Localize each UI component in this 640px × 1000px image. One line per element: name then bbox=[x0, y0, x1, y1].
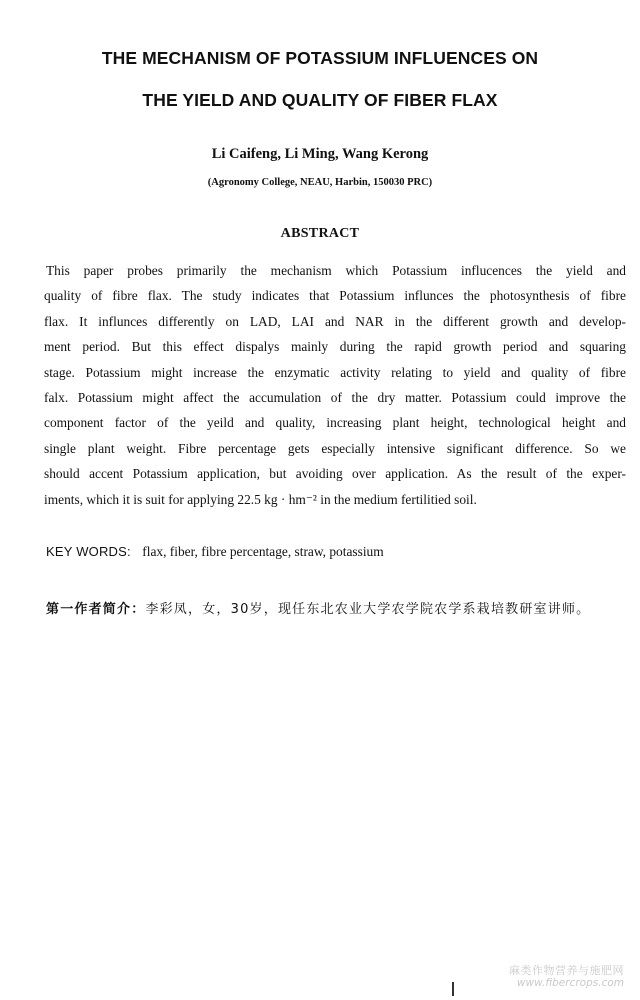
paper-title-line-1: THE MECHANISM OF POTASSIUM INFLUENCES ON bbox=[101, 48, 539, 68]
author-footnote bbox=[46, 596, 626, 623]
abstract-line: should accent Potassium application, but avoiding over application. As the result of the exper- bbox=[44, 466, 626, 482]
watermark-url: www.fibercrops.com bbox=[516, 977, 624, 989]
abstract-heading: ABSTRACT bbox=[280, 226, 360, 241]
abstract-line: quality of fibre flax. The study indicates that Potassium influnces the photosynthesis of fibre bbox=[44, 288, 626, 304]
abstract-line: single plant weight. Fibre percentage gets especially intensive significant difference. So we bbox=[44, 440, 626, 456]
abstract-line: component factor of the yeild and quality, increasing plant height, technological height and bbox=[44, 415, 626, 431]
abstract-line: This paper probes primarily the mechanism which Potassium influcences the yield and bbox=[46, 263, 626, 278]
abstract-line: stage. Potassium might increase the enzymatic activity relating to yield and quality of fibre bbox=[44, 364, 626, 380]
watermark-chinese: 麻类作物营养与施肥网 bbox=[509, 964, 624, 977]
keywords bbox=[46, 544, 626, 560]
abstract-body bbox=[44, 258, 626, 512]
abstract-line: ment period. But this effect dispalys mainly during the rapid growth period and squaring bbox=[44, 339, 626, 355]
author-affiliation: (Agronomy College, NEAU, Harbin, 150030 PRC) bbox=[207, 177, 433, 188]
footnote-label: 第一作者简介： bbox=[46, 602, 146, 617]
site-watermark bbox=[509, 964, 624, 990]
footnote-text: 李彩凤，女，30岁，现任东北农业大学农学院农学系栽培教研室讲师。 bbox=[145, 602, 591, 617]
abstract-line: iments, which it is suit for applying 22.5 kg · hm⁻² in the medium fertilitied soil. bbox=[44, 491, 477, 507]
abstract-line: flax. It influnces differently on LAD, LAI and NAR in the different growth and develop- bbox=[44, 313, 626, 329]
abstract-line: falx. Potassium might affect the accumulation of the dry matter. Potassium could improve the bbox=[44, 389, 626, 405]
page-edge-mark bbox=[452, 982, 454, 996]
keywords-label: KEY WORDS: bbox=[46, 544, 131, 559]
paper-title-line-2: THE YIELD AND QUALITY OF FIBER FLAX bbox=[142, 90, 498, 110]
keywords-text: flax, fiber, fibre percentage, straw, potassium bbox=[142, 544, 384, 559]
author-list: Li Caifeng, Li Ming, Wang Kerong bbox=[211, 146, 429, 162]
